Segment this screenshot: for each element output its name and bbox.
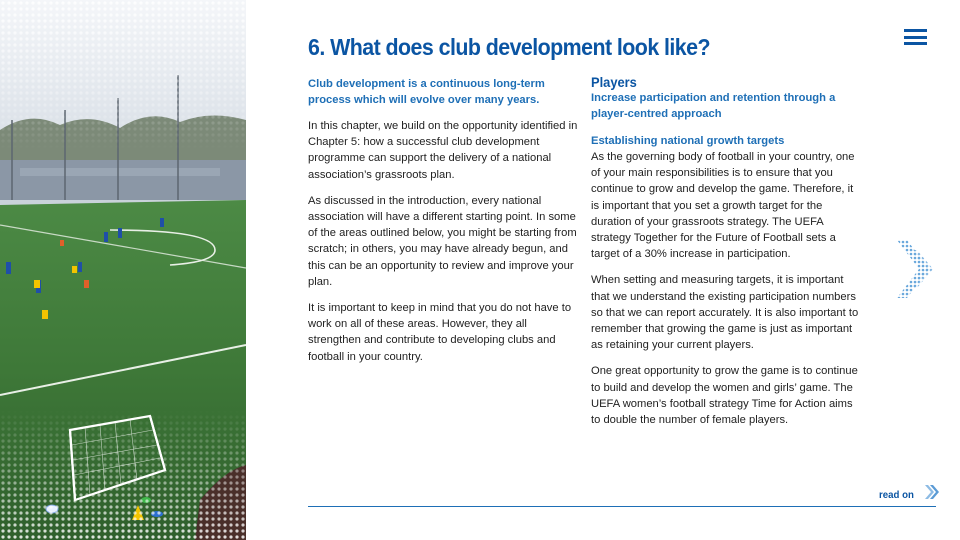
- body-paragraph: As the governing body of football in your country, one of your main responsibilities is to ensure that you continue to grow and develop the game. Therefore, it is important that you set a growth target for the duration of your grassroots strategy. The UEFA strategy Together for the Future of Football sets a target of a 30% increase in participation.: [591, 151, 855, 261]
- section-subheading: Increase participation and retention through a player-centred approach: [591, 92, 836, 120]
- read-on-link[interactable]: [879, 484, 941, 505]
- menu-bar: [904, 42, 927, 45]
- subsection-title: Establishing national growth targets: [591, 135, 785, 147]
- left-text-column: [308, 76, 582, 375]
- double-chevron-right-icon[interactable]: [893, 240, 937, 303]
- chevron-right-icon: [923, 484, 941, 505]
- body-paragraph: In this chapter, we build on the opportunity identified in Chapter 5: how a successful club development programme can support the delivery of a national association’s grassroots plan.: [308, 120, 578, 181]
- page-title: 6. What does club development look like?: [308, 34, 710, 60]
- read-on-label: read on: [879, 488, 914, 501]
- menu-bar: [904, 29, 927, 32]
- football-training-photo: [0, 0, 246, 540]
- right-text-column: [591, 74, 863, 438]
- body-paragraph: When setting and measuring targets, it is important that we understand the existing participation numbers so that we can report accurately. It is also important to remember that growing the game is just as important as retaining your current players.: [591, 274, 859, 352]
- section-heading: Players: [591, 74, 637, 90]
- bottom-divider: [308, 506, 936, 507]
- hamburger-menu-icon[interactable]: [904, 29, 927, 45]
- body-paragraph: One great opportunity to grow the game is to continue to build and develop the women and girls’ game. The UEFA women’s football strategy Time for Action aims to double the number of female players.: [591, 365, 858, 427]
- body-paragraph: As discussed in the introduction, every national association will have a different starting point. In some of the areas outlined below, you might be starting from scratch; in others, you may have already begun, and this can be an opportunity to review and improve your plan.: [308, 194, 577, 288]
- menu-bar: [904, 36, 927, 39]
- intro-lead: Club development is a continuous long-term process which will evolve over many years.: [308, 78, 545, 106]
- body-paragraph: It is important to keep in mind that you do not have to work on all of these areas. However, they all strengthen and contribute to developing clubs and football in your country.: [308, 302, 572, 363]
